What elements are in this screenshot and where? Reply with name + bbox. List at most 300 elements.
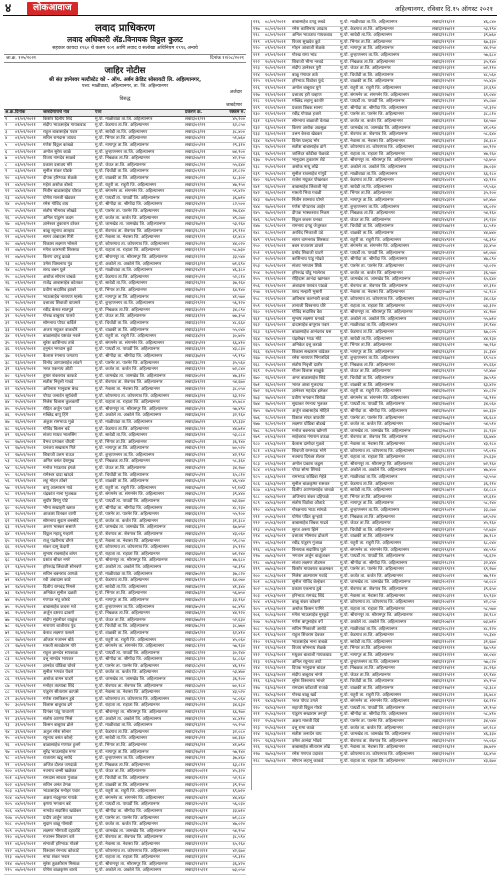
- cell-date: २८/०१/२०२१: [15, 657, 36, 663]
- cell-date: १८/०२/२०२१: [265, 217, 286, 223]
- cell-sn: ३३: [5, 327, 10, 333]
- cell-name: शरद बबन घुले: [43, 268, 66, 274]
- cell-sn: २२६: [253, 745, 260, 751]
- cell-date: १५/०१/२०२१: [15, 400, 36, 406]
- cell-case: लवाद/११९/२१: [432, 39, 455, 45]
- cell-name: विकास सखाराम वांढेकर: [292, 349, 330, 355]
- cell-addr: मु.पो. पाथर्डी ता. पाथर्डी जि. अहिल्यानगर: [340, 554, 405, 560]
- cell-addr: मु.पो. राहुरी ता. राहुरी जि. अहिल्यानगर: [340, 85, 402, 91]
- cell-name: सुनील शंकर घोडके: [43, 169, 73, 175]
- cell-addr: मु.पो. कोपरगाव ता. कोपरगाव जि. अहिल्यानगर: [340, 751, 415, 757]
- cell-amount: २७,६४०: [232, 208, 245, 214]
- cell-date: ०६/०३/२०२१: [265, 547, 286, 553]
- cell-name: गोविंद किसन बर्डे: [43, 426, 70, 432]
- cell-addr: मु.पो. चिचोंडी ता.जि. अहिल्यानगर: [340, 224, 394, 230]
- table-row: [252, 198, 497, 205]
- cell-date: २४/०१/२०२१: [15, 584, 36, 590]
- table-row: [4, 736, 246, 743]
- table-row: [4, 624, 246, 631]
- cell-date: १४/०३/२०२१: [265, 699, 286, 705]
- cell-amount: ७४,९००: [232, 149, 245, 155]
- cell-date: १५/०१/२०२१: [15, 413, 36, 419]
- cell-addr: मु.पो. नेवासा ता. नेवासा जि. अहिल्यानगर: [340, 138, 405, 144]
- reference-line: [4, 54, 246, 63]
- cell-name: गोरक्षनाथ भाऊ सांगळे: [292, 507, 327, 513]
- cell-sn: १८: [5, 228, 10, 234]
- cell-sn: २२७: [253, 751, 260, 757]
- cell-case: लवाद/१२९/२१: [432, 105, 455, 111]
- cell-addr: मु.पो. वाळकी ता.जि. अहिल्यानगर: [340, 79, 394, 85]
- cell-addr: मु.पो. बुऱ्हाणनगर ता.जि. अहिल्यानगर: [340, 507, 400, 513]
- cell-amount: ५३,५५०: [483, 474, 496, 480]
- cell-addr: मु.पो. अकोले ता. अकोले जि. अहिल्यानगर: [340, 316, 407, 322]
- cell-name: नाथा शंकर भवार: [43, 855, 70, 861]
- claimant-role: अर्जदार: [229, 90, 242, 95]
- cell-date: १७/०१/२०२१: [15, 439, 36, 445]
- cell-addr: मु.पो. श्रीरामपूर ता. श्रीरामपूर जि. अहिल्यानगर: [95, 861, 168, 867]
- cell-name: योगेश बाळकृष्ण बारवे: [43, 868, 78, 874]
- cell-name: संजय लक्ष्मण तोडमल: [292, 560, 326, 566]
- cell-sn: १५०: [253, 244, 260, 250]
- table-row: [252, 145, 497, 152]
- cell-case: लवाद/०४/२१: [185, 136, 206, 142]
- cell-case: लवाद/११३/२१: [185, 855, 208, 861]
- table-row: [4, 657, 246, 664]
- cell-name: सुनील गोविंद बेल्हेकर: [292, 580, 326, 586]
- cell-addr: मु.पो. कर्जत ता. कर्जत जि. अहिल्यानगर: [340, 270, 403, 276]
- cell-name: नितीन बाळासाहेब थोरात: [43, 189, 82, 195]
- cell-sn: ११२: [5, 848, 12, 854]
- cell-name: रमेश नारायण भिंगारदिवे: [292, 356, 330, 362]
- cell-date: २३/०२/२०२१: [265, 316, 286, 322]
- cell-amount: ३४,२७०: [232, 466, 245, 472]
- cell-addr: मु.पो. नागापूर ता.जि. अहिल्यानगर: [95, 446, 149, 452]
- table-row: [252, 178, 497, 185]
- cell-name: विठ्ठल कचरू घनवट: [292, 217, 323, 223]
- cell-sn: ११९: [253, 39, 260, 45]
- header-serial: अ.क्र.: [5, 110, 15, 115]
- cell-date: २०/०२/२०२१: [265, 263, 286, 269]
- cell-addr: मु.पो. केडगाव ता.जि. अहिल्यानगर: [95, 123, 149, 129]
- cell-case: लवाद/१३९/२१: [432, 171, 455, 177]
- cell-sn: ४०: [5, 373, 10, 379]
- cell-sn: १५९: [253, 303, 260, 309]
- cell-sn: १५२: [253, 257, 260, 263]
- cell-amount: ३१,९४०: [483, 323, 496, 329]
- cell-date: १६/०१/२०२१: [15, 433, 36, 439]
- cell-amount: ४५,८७०: [483, 99, 496, 105]
- table-row: [252, 653, 497, 660]
- cell-date: ०५/०३/२०२१: [265, 521, 286, 527]
- cell-amount: ३५,६३०: [483, 455, 496, 461]
- cell-addr: मु.पो. वाळकी ता.जि. अहिल्यानगर: [340, 685, 394, 691]
- cell-case: लवाद/०६/२१: [185, 149, 206, 155]
- cell-date: ०६/०२/२०२१: [15, 841, 36, 847]
- cell-name: अशोक नाथू लोंढे: [292, 165, 319, 171]
- cell-addr: मु.पो. कर्जत ता. कर्जत जि. अहिल्यानगर: [340, 573, 403, 579]
- cell-addr: मु.पो. माळीवाडा ता.जि. अहिल्यानगर: [340, 171, 398, 177]
- cell-amount: ६६,२८०: [483, 171, 496, 177]
- cell-addr: मु.पो. राहुरी ता. राहुरी जि. अहिल्यानगर: [340, 692, 402, 698]
- cell-name: भीमा सखाहरी खरात: [43, 505, 76, 511]
- cell-sn: १३१: [253, 118, 260, 124]
- cell-date: १९/०२/२०२१: [265, 250, 286, 256]
- cell-case: लवाद/११२/२१: [185, 848, 208, 854]
- cell-case: लवाद/२२१/२१: [432, 712, 455, 718]
- table-row: [4, 776, 246, 783]
- cell-sn: २०: [5, 241, 10, 247]
- cell-name: शंकर दामू केदारी: [43, 545, 70, 551]
- cell-date: ०८/०२/२०२१: [265, 26, 286, 32]
- cell-name: सतीश बाबासाहेब डांगे: [292, 145, 326, 151]
- cell-case: लवाद/६९/२१: [185, 564, 206, 570]
- cell-name: निलेश विलास कुलकर्णी: [43, 400, 80, 406]
- cell-case: लवाद/९०/२१: [185, 703, 206, 709]
- cell-name: चंद्रशेखर भाऊ मोटे: [292, 336, 322, 342]
- cell-name: रवींद्र गोपाळ हजारे: [292, 112, 321, 118]
- cell-addr: मु.पो. श्रीगोंदा ता. श्रीगोंदा जि. अहिल्यानगर: [95, 353, 163, 359]
- cell-date: १४/०२/२०२१: [265, 138, 286, 144]
- cell-date: ०९/०३/२०२१: [265, 606, 286, 612]
- cell-amount: ५६,९१०: [483, 395, 496, 401]
- cell-addr: मु.पो. पारनेर ता. पारनेर जि. अहिल्यानगर: [340, 567, 404, 573]
- cell-amount: ३७,८२०: [232, 571, 245, 577]
- cell-date: २७/०२/२०२१: [265, 395, 286, 401]
- cell-amount: ५४,३९०: [232, 564, 245, 570]
- cell-name: शिवाजी उत्तम राऊत: [43, 452, 75, 458]
- table-row: [252, 422, 497, 429]
- cell-name: भारत आबा गुलदगड: [292, 382, 324, 388]
- cell-date: ०३/०१/२०२१: [15, 169, 36, 175]
- cell-addr: मु.पो. वाळकी ता.जि. अहिल्यानगर: [95, 782, 149, 788]
- cell-amount: ५७,४९०: [232, 406, 245, 412]
- cell-sn: ७६: [5, 611, 10, 617]
- cell-sn: १३४: [253, 138, 260, 144]
- cell-case: लवाद/३६/२१: [185, 347, 206, 353]
- cell-sn: ३: [5, 129, 8, 135]
- cell-amount: ३९,९१०: [232, 228, 245, 234]
- cell-addr: मु.पो. कर्जत ता. कर्जत जि. अहिल्यानगर: [95, 215, 158, 221]
- table-row: [4, 756, 246, 763]
- table-row: [252, 686, 497, 693]
- cell-addr: मु.पो. सावेडी ता.जि. अहिल्यानगर: [340, 639, 393, 645]
- cell-amount: ४८,६६०: [232, 321, 245, 326]
- cell-addr: मु.पो. श्रीरामपूर ता. श्रीरामपूर जि. अहिल्यानगर: [340, 310, 413, 316]
- cell-date: १८/०२/२०२१: [265, 224, 286, 230]
- cell-addr: मु.पो. श्रीगोंदा ता. श्रीगोंदा जि. अहिल्यानगर: [340, 257, 408, 263]
- cell-case: लवाद/१६३/२१: [432, 329, 455, 335]
- cell-name: विजय सुखदेव कुटे: [292, 39, 321, 45]
- cell-date: १९/०२/२०२१: [265, 244, 286, 250]
- cell-case: लवाद/१६७/२१: [432, 356, 455, 362]
- cell-case: लवाद/४१/२१: [185, 380, 206, 386]
- cell-addr: मु.पो. भिंगार ता.जि. अहिल्यानगर: [95, 591, 147, 597]
- cell-case: लवाद/९१/२१: [185, 710, 206, 716]
- cell-name: विठ्ठल महादू गव्हाणे: [43, 532, 74, 537]
- cell-sn: १२५: [253, 79, 260, 85]
- cell-sn: ४९: [5, 433, 10, 439]
- cell-sn: १४: [5, 202, 10, 208]
- cell-amount: ५४,५१०: [483, 422, 496, 428]
- cell-sn: २२३: [253, 725, 260, 731]
- cell-sn: १००: [5, 769, 12, 775]
- cell-date: २८/०२/२०२१: [265, 428, 286, 434]
- table-row: [4, 598, 246, 605]
- cell-addr: मु.पो. नागापूर ता.जि. अहिल्यानगर: [340, 501, 394, 507]
- cell-sn: ३८: [5, 360, 10, 366]
- page-number: ४: [5, 1, 12, 15]
- cell-date: १७/०२/२०२१: [265, 211, 286, 217]
- cell-amount: ३६,७१०: [232, 195, 245, 201]
- cell-case: लवाद/२६/२१: [185, 281, 206, 287]
- cell-amount: ४३,२८०: [483, 442, 496, 447]
- cell-amount: ३८,२६०: [483, 666, 496, 672]
- cell-amount: ७०,९२०: [483, 145, 496, 151]
- table-row: [4, 433, 246, 440]
- cell-name: बाबासाहेब त्रिंबक गाढवे: [292, 521, 329, 527]
- cell-addr: मु.पो. जेऊर ता.जि. अहिल्यानगर: [340, 521, 391, 527]
- cell-case: लवाद/१९/२१: [185, 235, 206, 241]
- cell-name: मारुती भिवा गवळी: [292, 191, 322, 197]
- cell-amount: ७४,३६०: [232, 736, 245, 742]
- cell-name: दीपक भास्करराव निकम: [292, 211, 330, 217]
- cell-addr: मु.पो. संगमनेर ता. संगमनेर जि. अहिल्यानगर: [95, 795, 165, 801]
- cell-addr: मु.पो. माळीवाडा ता.जि. अहिल्यानगर: [95, 268, 153, 274]
- cell-name: भरत पोपट उगले: [292, 699, 318, 705]
- cell-date: २२/०१/२०२१: [15, 545, 36, 551]
- cell-case: लवाद/११६/२१: [432, 20, 455, 25]
- cell-addr: मु.पो. संगमनेर ता. संगमनेर जि. अहिल्यानगर: [340, 92, 410, 98]
- cell-name: रमेश गोविंद वाघ: [43, 202, 69, 208]
- notice-date: दिनांक १२/०८/२०२१: [210, 56, 244, 61]
- cell-name: गणेश बापूसाहेब वर्पे: [292, 620, 323, 626]
- cell-case: लवाद/२२६/२१: [432, 745, 455, 751]
- cell-case: लवाद/२१६/२१: [432, 679, 455, 685]
- cell-date: ०८/०२/२०२१: [265, 20, 286, 25]
- cell-date: १२/०१/२०२१: [15, 353, 36, 359]
- cell-sn: १५८: [253, 296, 260, 302]
- cell-date: १८/०१/२०२१: [15, 459, 36, 465]
- cell-name: दत्तात्रय भीमराव ढोकणे: [292, 534, 328, 540]
- cell-date: १६/०२/२०२१: [265, 178, 286, 184]
- cell-case: लवाद/१६९/२१: [432, 369, 455, 375]
- cell-name: सुभाष लक्ष्मण धनवडे: [292, 316, 325, 322]
- cell-sn: १६०: [253, 310, 260, 316]
- cell-date: १०/०१/२०२१: [15, 301, 36, 307]
- cell-case: लवाद/२००/२१: [432, 573, 455, 579]
- cell-date: ०३/०२/२०२१: [15, 775, 36, 781]
- cell-date: १५/०२/२०२१: [265, 158, 286, 164]
- cell-name: प्रवीण सदाशिव झावरे: [43, 288, 77, 294]
- cell-addr: मु.पो. श्रीरामपूर ता. श्रीरामपूर जि. अहिल्यानगर: [340, 158, 413, 164]
- cell-date: ०६/०३/२०२१: [265, 534, 286, 540]
- cell-addr: मु.पो. पाथर्डी ता. पाथर्डी जि. अहिल्यानगर: [340, 99, 405, 105]
- cell-amount: ३१,६७०: [483, 639, 496, 645]
- cell-case: लवाद/१०२/२१: [185, 782, 208, 788]
- cell-date: २१/०१/२०२१: [15, 518, 36, 524]
- cell-sn: १८८: [253, 494, 260, 500]
- cell-addr: मु.पो. जामखेड ता. जामखेड जि. अहिल्यानगर: [340, 428, 411, 434]
- cell-date: १३/०२/२०२१: [265, 125, 286, 131]
- cell-date: ०४/०१/२०२१: [15, 189, 36, 195]
- newspaper-logo: लोकआवाज: [27, 2, 78, 15]
- cell-addr: मु.पो. केडगाव ता.जि. अहिल्यानगर: [340, 633, 394, 639]
- cell-addr: मु.पो. जामखेड ता. जामखेड जि. अहिल्यानगर: [95, 222, 166, 228]
- cell-amount: ६७,८०५: [483, 329, 496, 335]
- cell-date: ०४/०३/२०२१: [265, 494, 286, 500]
- cell-sn: १४२: [253, 191, 260, 197]
- cell-addr: मु.पो. जामखेड ता. जामखेड जि. अहिल्यानगर: [95, 373, 166, 379]
- cell-amount: ४२,१५०: [232, 156, 245, 162]
- cell-date: ०२/०१/२०२१: [15, 142, 36, 148]
- cell-addr: मु.पो. जेऊर ता.जि. अहिल्यानगर: [95, 617, 146, 623]
- cell-name: कृष्णा भगवान बडे: [43, 802, 71, 808]
- table-row: [252, 264, 497, 271]
- cell-sn: १७४: [253, 402, 260, 408]
- cell-sn: १७७: [253, 422, 260, 428]
- cell-date: ०८/०३/२०२१: [265, 573, 286, 579]
- cell-addr: मु.पो. केडगाव ता.जि. अहिल्यानगर: [95, 274, 149, 280]
- cell-addr: मु.पो. नेवासा ता. नेवासा जि. अहिल्यानगर: [95, 538, 160, 544]
- cell-date: ०१/०३/२०२१: [265, 435, 286, 441]
- cell-sn: ९३: [5, 723, 10, 729]
- cell-date: २७/०१/२०२१: [15, 650, 36, 656]
- cell-date: १०/०३/२०२१: [265, 626, 286, 632]
- cell-addr: मु.पो. सावेडी ता.जि. अहिल्यानगर: [340, 488, 393, 494]
- cell-amount: ६५,६४०: [483, 277, 496, 283]
- cell-name: ज्ञानदेव धोंडिबा थोरवे: [43, 663, 76, 669]
- cell-addr: मु.पो. भिंगार ता.जि. अहिल्यानगर: [340, 646, 392, 652]
- cell-sn: १७६: [253, 415, 260, 421]
- cell-addr: मु.पो. बुऱ्हाणनगर ता.जि. अहिल्यानगर: [340, 659, 400, 665]
- cell-date: ०१/०१/२०२१: [15, 116, 36, 122]
- cell-date: ०२/०२/२०२१: [15, 762, 36, 768]
- cell-case: लवाद/१४८/२१: [432, 231, 455, 236]
- cell-sn: ११५: [5, 868, 12, 874]
- table-header: [4, 109, 246, 117]
- cell-sn: ७१: [5, 578, 10, 584]
- cell-date: १८/०२/२०२१: [265, 231, 286, 236]
- cell-addr: मु.पो. श्रीगोंदा ता. श्रीगोंदा जि. अहिल्यानगर: [95, 505, 163, 511]
- table-row: [252, 442, 497, 449]
- cell-name: दिनेश प्रल्हाद भोर: [292, 138, 320, 144]
- cell-date: १३/०२/२०२१: [265, 132, 286, 138]
- cell-date: १९/०१/२०२१: [15, 485, 36, 491]
- cell-amount: ३१,३८०: [232, 518, 245, 524]
- cell-amount: ५६,७५०: [232, 591, 245, 597]
- cell-amount: ३७,५९०: [483, 376, 496, 382]
- cell-sn: २२: [5, 255, 10, 261]
- cell-amount: ६९,५८०: [483, 356, 496, 362]
- cell-addr: मु.पो. नेवासा ता. नेवासा जि. अहिल्यानगर: [95, 841, 160, 847]
- cell-sn: १०१: [5, 775, 12, 781]
- cell-name: अरविंद भिकाजी उंडे: [292, 231, 324, 236]
- cell-name: अर्जुन बाबासाहेब मोहिते: [292, 409, 329, 415]
- cell-name: संतोष भीमराव लोखंडे: [43, 208, 77, 214]
- cell-date: १९/०२/२०२१: [265, 237, 286, 243]
- cell-date: ०९/०२/२०२१: [265, 46, 286, 52]
- cell-name: रोहित अर्जुन पठारे: [43, 406, 72, 412]
- cell-amount: ४५,६६०: [483, 362, 496, 368]
- cell-case: लवाद/७२/२१: [185, 584, 206, 590]
- cell-name: विजय सोमनाथ शेळके: [292, 646, 327, 652]
- cell-addr: मु.पो. कोपरगाव ता. कोपरगाव जि. अहिल्यानगर: [340, 600, 415, 606]
- table-row: [4, 611, 246, 618]
- cell-date: १०/०१/२०२१: [15, 307, 36, 313]
- cell-sn: ८९: [5, 696, 10, 702]
- cell-amount: ५८,३६०: [232, 459, 245, 465]
- cell-sn: १६६: [253, 349, 260, 355]
- cell-sn: १२४: [253, 72, 260, 78]
- cell-date: ३०/०१/२०२१: [15, 703, 36, 709]
- table-row: [252, 290, 497, 297]
- cell-name: किरण दगडू ढवळे: [43, 255, 71, 261]
- cell-addr: मु.पो. श्रीगोंदा ता. श्रीगोंदा जि. अहिल्यानगर: [340, 409, 408, 415]
- cell-amount: ५१,७६०: [232, 136, 245, 142]
- cell-date: ०५/०२/२०२१: [15, 828, 36, 834]
- table-row: [4, 143, 246, 150]
- cell-date: ०७/०१/२०२१: [15, 241, 36, 247]
- cell-date: १४/०१/२०२१: [15, 380, 36, 386]
- cell-sn: १६९: [253, 369, 260, 375]
- cell-name: साहेबराव गंगाराम डफळ: [292, 435, 330, 441]
- cell-case: लवाद/१५६/२१: [432, 283, 455, 289]
- cell-date: ०६/०१/२०२१: [15, 235, 36, 241]
- cell-name: सचिन रामदास जाधव: [43, 136, 76, 142]
- cell-name: अमोल बाबूराव घुगे: [292, 85, 321, 91]
- cell-case: लवाद/१०५/२१: [185, 802, 208, 808]
- cell-addr: मु.पो. श्रीरामपूर ता. श्रीरामपूर जि. अहिल्यानगर: [95, 710, 168, 716]
- cell-name: रामनाथ दगडू जेजुरकर: [292, 224, 327, 230]
- table-row: [252, 323, 497, 330]
- cell-name: बाबासाहेब सीताराम लोंढे: [292, 745, 331, 751]
- cell-addr: मु.पो. माळीवाडा ता.जि. अहिल्यानगर: [95, 419, 153, 425]
- cell-sn: १७३: [253, 395, 260, 401]
- table-row: [252, 99, 497, 106]
- cell-addr: मु.पो. अकोले ता. अकोले जि. अहिल्यानगर: [340, 620, 407, 626]
- cell-name: संदीप ज्ञानेश्वर पुरी: [292, 66, 322, 72]
- cell-sn: २१७: [253, 685, 260, 691]
- table-row: [4, 479, 246, 486]
- cell-addr: मु.पो. सावेडी ता.जि. अहिल्यानगर: [95, 433, 148, 439]
- cell-sn: ९४: [5, 729, 10, 735]
- table-row: [252, 501, 497, 508]
- cell-amount: ४५,०६०: [232, 637, 245, 643]
- cell-date: ११/०२/२०२१: [265, 85, 286, 91]
- cell-sn: ४६: [5, 413, 10, 419]
- cell-addr: मु.पो. राहाता ता. राहाता जि. अहिल्यानगर: [95, 703, 160, 709]
- cell-name: सुनील भगवंत येवले: [43, 670, 74, 676]
- cell-case: लवाद/४९/२१: [185, 433, 206, 439]
- cell-case: लवाद/१७२/२१: [432, 389, 455, 395]
- cell-addr: मु.पो. अकोले ता. अकोले जि. अहिल्यानगर: [340, 468, 407, 474]
- cell-addr: मु.पो. कर्जत ता. कर्जत जि. अहिल्यानगर: [95, 518, 158, 524]
- table-row: [252, 330, 497, 337]
- cell-date: २०/०१/२०२१: [15, 512, 36, 518]
- cell-sn: ६५: [5, 538, 10, 544]
- cell-date: १२/०१/२०२१: [15, 347, 36, 353]
- cell-case: लवाद/५३/२१: [185, 459, 206, 465]
- cell-name: अविनाश भानुदास बेरड: [43, 386, 79, 392]
- cell-name: रवींद्र केशव सातपुते: [43, 307, 74, 313]
- cell-case: लवाद/८७/२१: [185, 683, 206, 689]
- cell-sn: ४८: [5, 426, 10, 432]
- cell-case: लवाद/१६५/२१: [432, 343, 455, 349]
- cell-amount: ५९,८५०: [232, 538, 245, 544]
- cell-case: लवाद/२२७/२१: [432, 751, 455, 757]
- cell-sn: २१५: [253, 672, 260, 678]
- cell-case: लवाद/०२/२१: [185, 123, 206, 129]
